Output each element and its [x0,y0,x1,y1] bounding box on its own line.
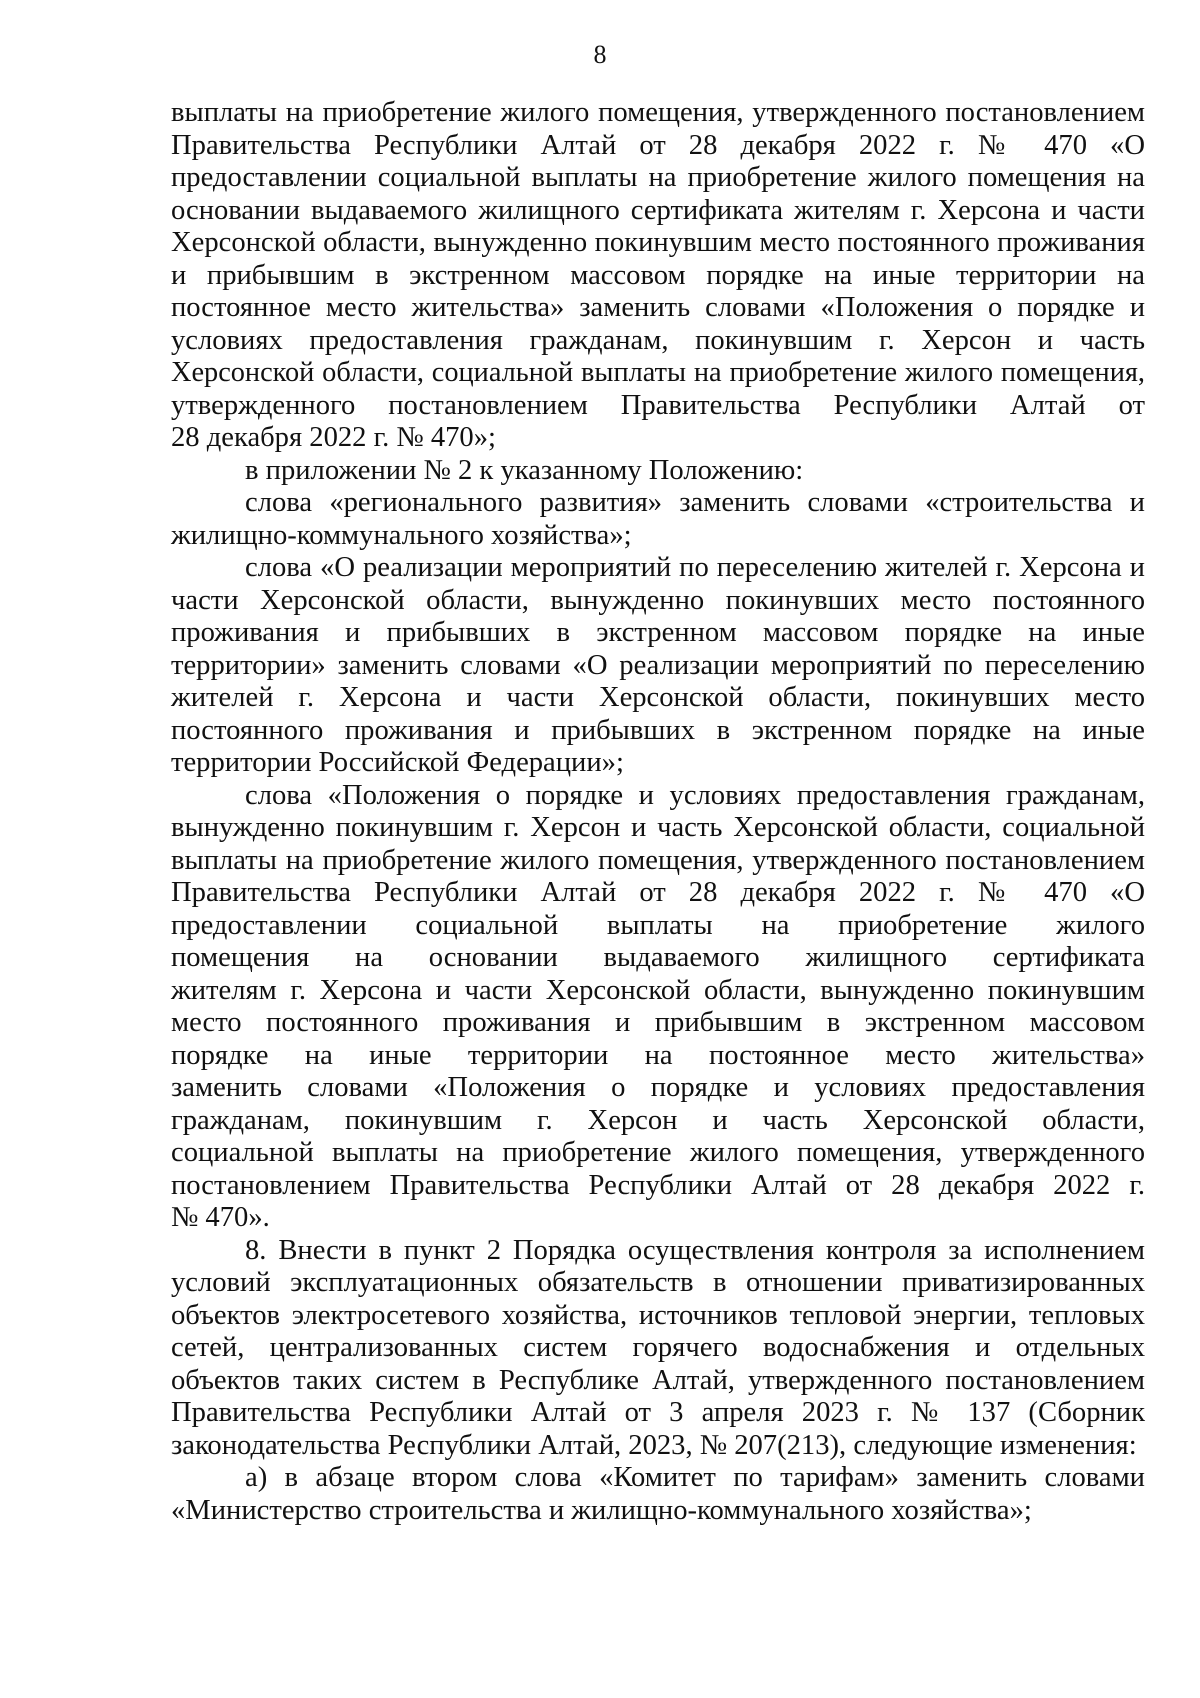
text-line: помещения на основании выдаваемого жилищного сертификата [171,942,1145,973]
text-line: Правительства Республики Алтай от 3 апреля 2023 г. № 137 (Сборник [171,1397,1145,1428]
text-line: условиях предоставления гражданам, покинувшим г. Херсон и часть [171,324,1145,356]
text-line: вынужденно покинувшим г. Херсон и часть Херсонской области, социальной [171,812,1145,843]
text-line: утвержденного постановлением Правительства Республики Алтай от [171,389,1145,421]
text-line: части Херсонской области, вынужденно покинувших место постоянного [171,584,1145,616]
text-line: жилищно-коммунального хозяйства»; [171,519,632,551]
text-line: постановлением Правительства Республики Алтай от 28 декабря 2022 г. [171,1169,1145,1201]
text-line: выплаты на приобретение жилого помещения, утвержденного постановлением [171,97,1145,128]
text-line: предоставлении социальной выплаты на приобретение жилого [171,909,1145,941]
text-line: заменить словами «Положения о порядке и условиях предоставления [171,1072,1145,1103]
text-line: место постоянного проживания и прибывшим в экстренном массовом [171,1007,1145,1038]
text-line: территории» заменить словами «О реализации мероприятий по переселению [171,649,1145,681]
text-line: жителей г. Херсона и части Херсонской области, покинувших место [171,682,1145,713]
text-line: выплаты на приобретение жилого помещения, утвержденного постановлением [171,844,1145,876]
text-line: порядке на иные территории на постоянное место жительства» [171,1039,1145,1071]
text-line: законодательства Республики Алтай, 2023, № 207(213), следующие изменения: [171,1429,1137,1461]
text-line: в приложении № 2 к указанному Положению: [245,454,804,486]
text-line: 8. Внести в пункт 2 Порядка осуществления контроля за исполнением [245,1234,1145,1266]
paragraph-regional-development [171,487,1145,552]
text-line: объектов таких систем в Республике Алтай, утвержденного постановлением [171,1364,1145,1396]
paragraph-continuation [171,97,1145,455]
text-line: объектов электросетевого хозяйства, источников тепловой энергии, тепловых [171,1299,1145,1331]
text-line: проживания и прибывших в экстренном массовом порядке на иные [171,617,1145,648]
paragraph-item-8a [171,1462,1145,1527]
text-line: 28 декабря 2022 г. № 470»; [171,422,496,453]
text-line: постоянное место жительства» заменить словами «Положения о порядке и [171,292,1145,323]
text-line: условий эксплуатационных обязательств в отношении приватизированных [171,1267,1145,1298]
text-line: Правительства Республики Алтай от 28 декабря 2022 г. № 470 «О [171,129,1145,161]
paragraph-resettlement [171,552,1145,780]
paragraph-regulation-words [171,780,1145,1235]
text-line: жителям г. Херсона и части Херсонской области, вынужденно покинувшим [171,974,1145,1006]
text-line: «Министерство строительства и жилищно-коммунального хозяйства»; [171,1494,1032,1526]
text-line: гражданам, покинувшим г. Херсон и часть Херсонской области, [171,1104,1145,1136]
paragraph-item-8 [171,1235,1145,1463]
paragraph-appendix-2 [171,455,1145,488]
text-line: Херсонской области, социальной выплаты на приобретение жилого помещения, [171,357,1145,388]
page-number: 8 [593,40,607,69]
text-line: и прибывшим в экстренном массовом порядке на иные территории на [171,259,1145,291]
text-line: № 470». [171,1202,270,1233]
text-line: постоянного проживания и прибывших в экстренном порядке на иные [171,714,1145,746]
text-line: слова «регионального развития» заменить словами «строительства и [245,487,1145,518]
text-line: слова «Положения о порядке и условиях предоставления гражданам, [245,779,1145,811]
text-line: слова «О реализации мероприятий по переселению жителей г. Херсона и [245,552,1145,583]
text-line: а) в абзаце втором слова «Комитет по тарифам» заменить словами [245,1462,1145,1493]
text-line: Правительства Республики Алтай от 28 декабря 2022 г. № 470 «О [171,877,1145,908]
text-line: основании выдаваемого жилищного сертификата жителям г. Херсона и части [171,194,1145,226]
text-line: территории Российской Федерации»; [171,747,624,778]
text-line: социальной выплаты на приобретение жилого помещения, утвержденного [171,1137,1145,1168]
document-body [171,97,1145,1527]
text-line: Херсонской области, вынужденно покинувшим место постоянного проживания [171,227,1145,258]
text-line: предоставлении социальной выплаты на приобретение жилого помещения на [171,162,1145,193]
text-line: сетей, централизованных систем горячего водоснабжения и отдельных [171,1332,1145,1363]
